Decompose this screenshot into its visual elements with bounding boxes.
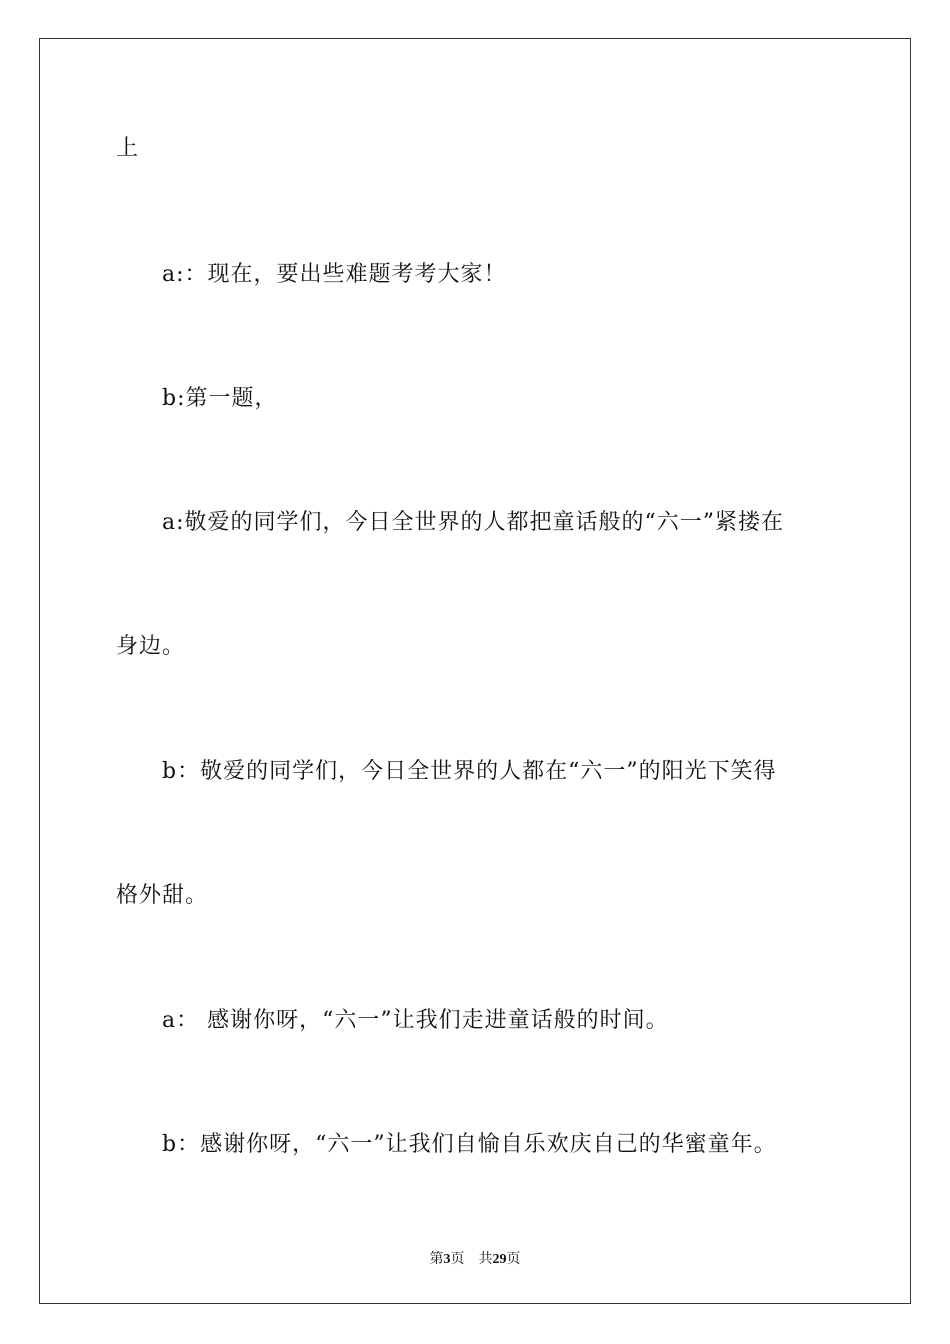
page-suffix: 页 — [450, 1252, 465, 1267]
total-prefix: 共 — [478, 1252, 493, 1267]
text-line-1: 上 — [116, 136, 140, 161]
total-pages: 29 — [492, 1252, 507, 1267]
page-footer — [0, 1248, 950, 1268]
text-line-6: b：敬爱的同学们，今日全世界的人都在“六一”的阳光下笑得 — [162, 759, 777, 784]
page-border — [39, 38, 911, 1304]
page-prefix: 第 — [429, 1252, 444, 1267]
text-line-4: a:敬爱的同学们，今日全世界的人都把童话般的“六一”紧搂在 — [162, 510, 785, 535]
text-line-7: 格外甜。 — [116, 883, 209, 908]
text-line-9: b：感谢你呀，“六一”让我们自愉自乐欢庆自己的华蜜童年。 — [162, 1132, 777, 1157]
text-line-2: a:：现在，要出些难题考考大家！ — [162, 262, 507, 287]
text-line-5: 身边。 — [116, 634, 186, 659]
total-suffix: 页 — [506, 1252, 521, 1267]
text-line-8: a： 感谢你呀，“六一”让我们走进童话般的时间。 — [162, 1008, 669, 1033]
text-line-3: b:第一题， — [162, 386, 278, 411]
page-number: 3 — [443, 1252, 451, 1267]
